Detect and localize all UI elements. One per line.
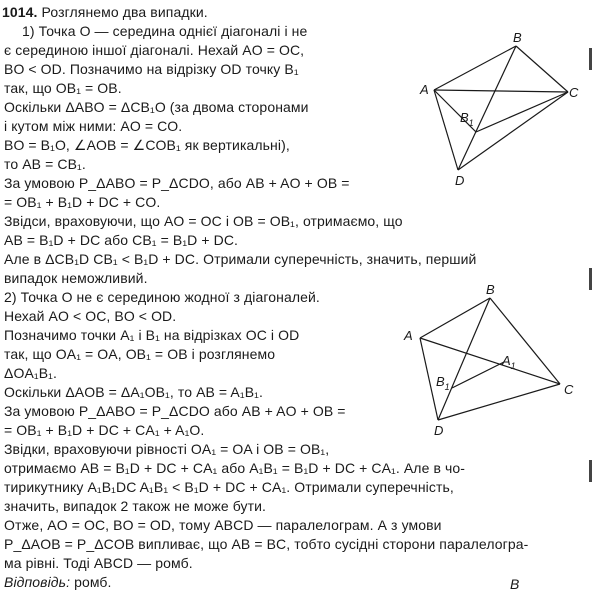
text-line-14: випадок неможливий. xyxy=(4,270,148,286)
text-line-18: так, що OA₁ = OA, OB₁ = OB і розглянемо xyxy=(4,346,276,362)
text-line-0: Розглянемо два випадки. xyxy=(41,4,208,20)
text-line-25: тирикутнику A₁B₁DC A₁B₁ < B₁D + DC + CA₁. Отримали суперечність, xyxy=(4,479,454,495)
fig1-diagonal-ac xyxy=(434,90,568,92)
text-line-21: За умовою P_ΔABO = P_ΔCDO або AB + AO + OB = xyxy=(4,403,346,419)
fig2-label-b: B xyxy=(486,282,495,297)
text-line-24: отримаємо AB = B₁D + DC + CA₁ або A₁B₁ = B₁D + DC + CA₁. Але в чо- xyxy=(4,460,466,476)
text-line-6: і кутом між ними: AO = CO. xyxy=(4,118,183,134)
bottom-figure-label-b: B xyxy=(510,576,520,592)
fig1-segment-cb1 xyxy=(476,92,568,132)
text-line-10: = OB₁ + B₁D + DC + CO. xyxy=(4,194,161,210)
text-line-22: = OB₁ + B₁D + DC + CA₁ + A₁O. xyxy=(4,422,205,438)
text-line-29: ма рівні. Тоді ABCD — ромб. xyxy=(4,555,193,571)
text-line-28: P_ΔAOB = P_ΔCOB випливає, що AB = BC, тобто сусідні сторони паралелогра- xyxy=(4,536,529,552)
text-line-16: Нехай AO < OC, BO < OD. xyxy=(4,308,177,324)
text-line-13: Але в ΔCB₁D CB₁ < B₁D + DC. Отримали суперечність, значить, перший xyxy=(4,251,477,267)
text-line-26: значить, випадок 2 також не може бути. xyxy=(4,498,267,514)
answer-line xyxy=(4,574,112,591)
text-line-27: Отже, AO = OC, BO = OD, тому ABCD — паралелограм. А з умови xyxy=(4,517,442,533)
text-line-5: Оскільки ΔABO = ΔCB₁O (за двома сторонами xyxy=(4,99,309,115)
text-line-15: 2) Точка O не є серединою жодної з діагоналей. xyxy=(4,289,320,305)
fig1-label-d: D xyxy=(455,173,465,188)
text-line-8: то AB = CB₁. xyxy=(4,156,86,172)
fig2-label-b1: $B_1$ xyxy=(436,374,450,392)
text-line-7: BO = B₁O, ∠AOB = ∠COB₁ як вертикальні), xyxy=(4,137,290,153)
text-line-2: є серединою іншої діагоналі. Нехай AO = OC, xyxy=(4,42,305,58)
text-line-19: ΔOA₁B₁. xyxy=(4,365,57,381)
fig1-side-bc xyxy=(516,46,568,92)
fig1-label-b1: $B_1$ xyxy=(460,110,474,128)
text-line-3: BO < OD. Позначимо на відрізку OD точку B₁ xyxy=(4,61,299,77)
fig1-label-c: C xyxy=(569,85,579,100)
fig2-label-a: A xyxy=(404,328,413,343)
text-line-23: Звідки, враховуючи рівності OA₁ = OA і OB = OB₁, xyxy=(4,441,330,457)
problem-heading xyxy=(2,4,208,21)
text-line-20: Оскільки ΔAOB = ΔA₁OB₁, то AB = A₁B₁. xyxy=(4,384,263,400)
fig2-label-d: D xyxy=(434,423,444,438)
fig1-label-b: B xyxy=(513,30,522,45)
figure-1-diagram xyxy=(418,30,586,190)
figure-2-diagram xyxy=(398,280,590,440)
fig1-diagonal-bd xyxy=(458,46,516,170)
problem-number: 1014. xyxy=(2,4,38,20)
fig2-label-a1: $A_1$ xyxy=(502,353,516,371)
text-line-4: так, що OB₁ = OB. xyxy=(4,80,122,96)
answer-label: Відповідь: xyxy=(4,574,71,590)
fig2-segment-a1b1 xyxy=(452,362,504,388)
fig1-label-a: A xyxy=(420,82,429,97)
text-line-17: Позначимо точки A₁ і B₁ на відрізках OC і OD xyxy=(4,327,300,343)
text-line-11: Звідси, враховуючи, що AO = OC і OB = OB₁, отримаємо, що xyxy=(4,213,403,229)
answer-text: ромб. xyxy=(70,574,112,590)
text-line-12: AB = B₁D + DC або CB₁ = B₁D + DC. xyxy=(4,232,239,248)
text-line-9: За умовою P_ΔABO = P_ΔCDO, або AB + AO + OB = xyxy=(4,175,350,191)
text-line-1: 1) Точка O — середина однієї діагоналі і не xyxy=(22,23,308,39)
fig2-side-cd xyxy=(438,384,560,420)
fig2-side-ab xyxy=(420,298,490,338)
fig1-side-ab xyxy=(434,46,516,90)
fig2-side-bc xyxy=(490,298,560,384)
fig2-label-c: C xyxy=(564,382,574,397)
